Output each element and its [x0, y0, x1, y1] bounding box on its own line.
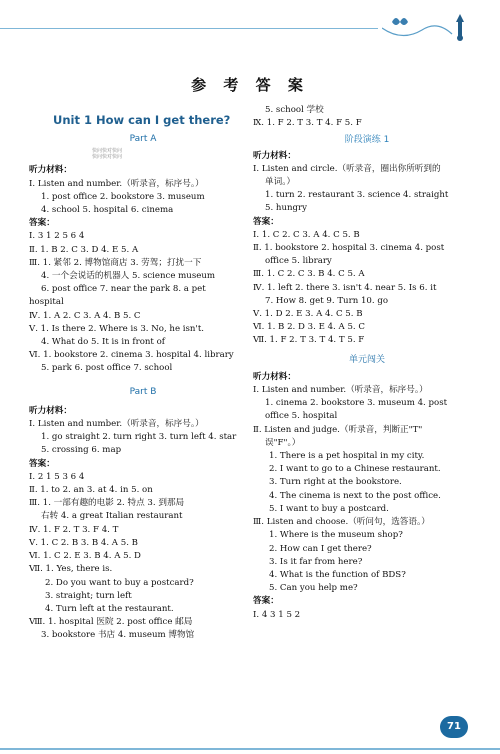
answer-line: Ⅶ. 1. Yes, there is. — [29, 564, 113, 575]
page-number: 71 — [440, 716, 468, 738]
answer-line: 2. I want to go to a Chinese restaurant. — [269, 464, 441, 475]
answer-line: 1. post office 2. bookstore 3. museum — [41, 191, 205, 202]
answer-line: 6. post office 7. near the park 8. a pet — [41, 284, 206, 295]
answer-line: 4. school 5. hospital 6. cinema — [41, 205, 174, 216]
part-a-answers — [29, 164, 257, 375]
answer-line: 1. cinema 2. bookstore 3. museum 4. post — [265, 398, 448, 409]
answer-line: 3. bookstore 书店 4. museum 博物馆 — [41, 630, 195, 641]
stage-practice-answers — [253, 150, 481, 348]
answer-line: 听力材料： — [253, 371, 296, 382]
unit-test-heading: 单元闯关 — [348, 354, 385, 365]
answer-line: Ⅱ. Listen and judge.（听录音，判断正"T" — [253, 424, 423, 435]
answer-line: Ⅳ. 1. A 2. C 3. A 4. B 5. C — [29, 310, 141, 321]
answer-line: 听力材料： — [29, 165, 72, 176]
answer-line: Ⅰ. Listen and circle.（听录音，圈出你所听到的 — [253, 163, 441, 174]
answer-line: 答案： — [29, 218, 55, 229]
answer-line: Ⅴ. 1. C 2. B 3. B 4. A 5. B — [29, 537, 138, 548]
answer-line: office 5. library — [265, 256, 332, 267]
answer-line: Ⅷ. 1. hospital 医院 2. post office 邮局 — [29, 617, 193, 628]
answer-line: Ⅴ. 1. Is there 2. Where is 3. No, he isn't. — [29, 323, 205, 334]
answer-line: 7. How 8. get 9. Turn 10. go — [265, 295, 389, 306]
answer-line: Ⅰ. 2 1 5 3 6 4 — [29, 471, 85, 482]
answer-line: Ⅵ. 1. C 2. E 3. B 4. A 5. D — [29, 551, 141, 562]
answer-line: Ⅳ. 1. left 2. there 3. isn't 4. near 5. Is 6. it — [253, 282, 437, 293]
answer-line: 4. What do 5. It is in front of — [41, 337, 165, 348]
answer-line: 4. 一个会说话的机器人 5. science museum — [41, 271, 216, 282]
answer-line: 1. go straight 2. turn right 3. turn left 4. star — [41, 432, 237, 443]
answer-line: 5. hungry — [265, 203, 307, 214]
answer-line: office 5. hospital — [265, 411, 338, 422]
answer-line: 答案： — [253, 216, 279, 227]
answer-line: Ⅰ. Listen and number.（听录音，标序号。） — [29, 178, 204, 189]
answer-line: 5. I want to buy a postcard. — [269, 503, 389, 514]
answer-line: 1. There is a pet hospital in my city. — [269, 451, 425, 462]
stage-practice-heading: 阶段演练 1 — [344, 135, 390, 146]
answer-line: 5. crossing 6. map — [41, 445, 122, 456]
answer-line: 听力材料： — [253, 150, 296, 161]
answer-line: Ⅰ. Listen and number.（听录音，标序号。） — [29, 419, 204, 430]
answer-line: Ⅳ. 1. F 2. T 3. F 4. T — [29, 524, 119, 535]
answer-line: 误"F"。） — [265, 437, 301, 448]
answer-line: Ⅲ. 1. C 2. C 3. B 4. C 5. A — [253, 269, 365, 280]
stamp-text: 快问快对快问 快问快对快问 — [92, 148, 123, 161]
answer-line: 5. Can you help me? — [269, 583, 358, 594]
unit-test-answers — [253, 371, 481, 622]
answer-line: Ⅸ. 1. F 2. T 3. T 4. F 5. F — [253, 118, 362, 129]
part-b-heading: Part B — [129, 386, 157, 397]
answer-line: Ⅱ. 1. to 2. an 3. at 4. in 5. on — [29, 485, 153, 496]
answer-line: Ⅱ. 1. B 2. C 3. D 4. E 5. A — [29, 244, 139, 255]
answer-line: Ⅰ. 4 3 1 5 2 — [253, 609, 301, 620]
answer-line: Ⅰ. 3 1 2 5 6 4 — [29, 231, 85, 242]
answer-line: 1. Where is the museum shop? — [269, 530, 403, 541]
answer-line: Ⅵ. 1. B 2. D 3. E 4. A 5. C — [253, 322, 365, 333]
answer-line: Ⅲ. 1. 一部有趣的电影 2. 特点 3. 到那局 — [29, 498, 185, 509]
answer-line: 4. Turn left at the restaurant. — [45, 603, 174, 614]
answer-line: Ⅲ. Listen and choose.（听问句，选答语。） — [253, 517, 430, 528]
answer-line: 答案： — [29, 458, 55, 469]
answer-line: Ⅴ. 1. D 2. E 3. A 4. C 5. B — [253, 309, 363, 320]
answer-line: 5. park 6. post office 7. school — [41, 363, 173, 374]
answer-line: 4. The cinema is next to the post office. — [269, 490, 441, 501]
left-column — [29, 104, 257, 643]
header-rule — [0, 28, 378, 29]
answer-line: 3. Is it far from here? — [269, 556, 363, 567]
answer-line: Ⅵ. 1. bookstore 2. cinema 3. hospital 4. library — [29, 350, 234, 361]
continued-answers — [253, 104, 481, 130]
answer-line: 3. Turn right at the bookstore. — [269, 477, 402, 488]
answer-line: 答案： — [253, 596, 279, 607]
butterfly-lamp-ornament-icon — [382, 8, 472, 48]
answer-line: 2. Do you want to buy a postcard? — [45, 577, 194, 588]
answer-line: Ⅰ. 1. C 2. C 3. A 4. C 5. B — [253, 229, 360, 240]
answer-line: 单词。） — [265, 177, 296, 188]
answer-line: 1. turn 2. restaurant 3. science 4. straight — [265, 190, 449, 201]
answer-line: 2. How can I get there? — [269, 543, 372, 554]
unit-title: Unit 1 How can I get there? — [53, 113, 231, 127]
page-title: 参 考 答 案 — [191, 76, 309, 94]
answer-line: Ⅱ. 1. bookstore 2. hospital 3. cinema 4. post — [253, 243, 445, 254]
answer-line: hospital — [29, 297, 64, 308]
answer-line: Ⅰ. Listen and number.（听录音，标序号。） — [253, 385, 428, 396]
footer-rule — [0, 748, 500, 750]
answer-line: 3. straight; turn left — [45, 590, 132, 601]
answer-line: 5. school 学校 — [265, 105, 324, 115]
answer-line: Ⅲ. 1. 紧邻 2. 博物馆商店 3. 劳驾；打扰一下 — [29, 257, 202, 268]
answer-line: Ⅶ. 1. F 2. T 3. T 4. T 5. F — [253, 335, 365, 346]
right-column — [253, 104, 481, 622]
answer-line: 4. What is the function of BDS? — [269, 569, 406, 580]
answer-line: 听力材料： — [29, 405, 72, 416]
part-a-heading: Part A — [129, 134, 157, 145]
answer-line: 右转 4. a great Italian restaurant — [41, 511, 183, 522]
part-b-answers — [29, 405, 257, 643]
